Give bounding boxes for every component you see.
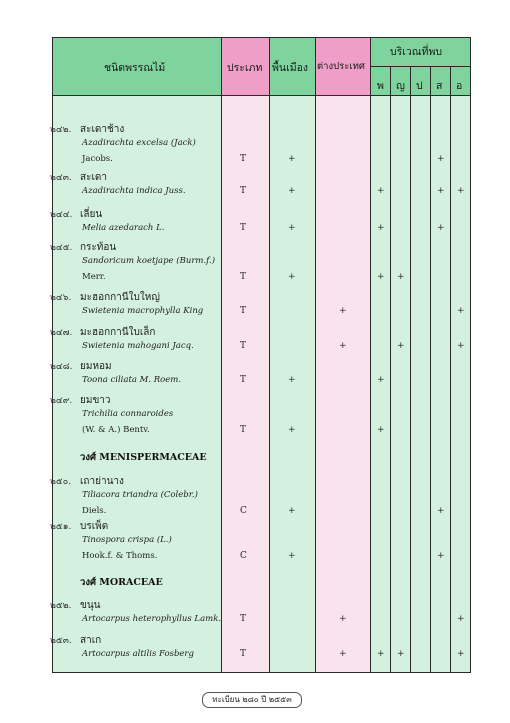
region-divider-1 <box>390 66 391 673</box>
header-name: ชนิดพรรณไม้ <box>104 62 166 74</box>
species-number: ๒๔๙. <box>50 396 73 406</box>
scientific-name: Trichilia connaroides <box>82 409 174 419</box>
region-mark: + <box>377 375 385 385</box>
region-col-y: ญ <box>396 80 405 92</box>
region-col-o: อ <box>456 80 463 92</box>
foreign-mark: + <box>339 306 347 316</box>
thai-name: มะฮอกกานีใบเล็ก <box>80 327 156 338</box>
plant-type: T <box>240 425 247 435</box>
header-type: ประเภท <box>227 62 263 74</box>
species-number: ๒๔๖. <box>50 293 72 303</box>
species-number: ๒๕๒. <box>50 601 72 611</box>
region-mark: + <box>377 186 385 196</box>
region-column <box>370 37 471 673</box>
native-mark: + <box>288 506 296 516</box>
thai-name: มะฮอกกานีใบใหญ่ <box>80 292 160 303</box>
region-mark: + <box>437 186 445 196</box>
native-mark: + <box>288 186 296 196</box>
foreign-mark: + <box>339 649 347 659</box>
region-mark: + <box>377 272 385 282</box>
thai-name: กระท้อน <box>80 242 117 253</box>
divider-type-native <box>269 37 270 673</box>
thai-name: สะเดาช้าง <box>80 124 125 135</box>
thai-name: เถาย่านาง <box>80 476 124 487</box>
region-mark: + <box>397 649 405 659</box>
thai-name: บรเพ็ด <box>80 521 109 532</box>
region-mark: + <box>377 649 385 659</box>
thai-name: ยมหอม <box>80 361 112 372</box>
region-mark: + <box>377 425 385 435</box>
thai-name: ขนุน <box>80 600 101 611</box>
thai-name: สาเก <box>80 635 102 646</box>
plant-type: T <box>240 186 247 196</box>
region-mark: + <box>397 341 405 351</box>
scientific-name: Melia azedarach L. <box>82 223 165 233</box>
thai-name: สะเดา <box>80 172 108 183</box>
plant-type: T <box>240 375 247 385</box>
header-region: บริเวณที่พบ <box>390 46 443 58</box>
author-name: Jacobs. <box>82 154 113 164</box>
native-column <box>269 37 315 673</box>
native-mark: + <box>288 154 296 164</box>
plant-type: T <box>240 223 247 233</box>
thai-name: ยมขาว <box>80 395 111 406</box>
region-mark: + <box>457 341 465 351</box>
table-right-border <box>470 37 471 673</box>
region-col-p: พ <box>377 80 384 92</box>
divider-name-type <box>221 37 222 673</box>
foreign-mark: + <box>339 614 347 624</box>
region-mark: + <box>437 506 445 516</box>
scientific-name: Toona ciliata M. Roem. <box>82 375 182 385</box>
page-footer: ทะเบียน ๒๘๐ ปี ๒๕๕๓ <box>202 692 302 708</box>
foreign-column <box>315 37 370 673</box>
author-name: (W. & A.) Bentv. <box>82 425 150 435</box>
header-bottom-border <box>52 95 471 96</box>
region-col-pp: ป <box>416 80 423 92</box>
region-mark: + <box>397 272 405 282</box>
region-mark: + <box>457 306 465 316</box>
species-number: ๒๕๑. <box>50 522 72 532</box>
region-mark: + <box>377 223 385 233</box>
family-name: วงศ์ MENISPERMACEAE <box>80 452 207 463</box>
header-native-cell <box>269 37 315 95</box>
region-divider-3 <box>430 66 431 673</box>
region-col-s: ส <box>436 80 443 92</box>
type-column <box>221 37 269 673</box>
author-name: Hook.f. & Thoms. <box>82 551 158 561</box>
plant-type: T <box>240 154 247 164</box>
plant-type: T <box>240 341 247 351</box>
plant-type: C <box>240 506 247 516</box>
thai-name: เลี่ยน <box>80 209 103 220</box>
scientific-name: Azadirachta indica Juss. <box>82 186 186 196</box>
family-name: วงศ์ MORACEAE <box>80 577 163 588</box>
region-mark: + <box>457 614 465 624</box>
header-foreign-cell <box>315 37 370 95</box>
species-number: ๒๔๓. <box>50 173 72 183</box>
scientific-name: Tinospora crispa (L.) <box>82 535 172 545</box>
species-number: ๒๔๕. <box>50 243 73 253</box>
header-name-cell <box>52 37 221 95</box>
header-type-cell <box>221 37 269 95</box>
author-name: Diels. <box>82 506 107 516</box>
scientific-name: Swietenia macrophylla King <box>82 306 204 316</box>
table-top-border <box>52 37 471 38</box>
header-foreign: ต่างประเทศ <box>317 61 365 72</box>
region-header-divider <box>370 66 471 67</box>
divider-native-foreign <box>315 37 316 673</box>
scientific-name: Sandoricum koetjape (Burm.f.) <box>82 256 216 266</box>
foreign-mark: + <box>339 341 347 351</box>
plant-type: T <box>240 649 247 659</box>
scientific-name: Azadirachta excelsa (Jack) <box>82 138 196 148</box>
species-number: ๒๕๓. <box>50 636 72 646</box>
region-mark: + <box>437 551 445 561</box>
species-number: ๒๕๐. <box>50 477 72 487</box>
region-mark: + <box>457 649 465 659</box>
native-mark: + <box>288 223 296 233</box>
scientific-name: Tiliacora triandra (Colebr.) <box>82 490 198 500</box>
region-mark: + <box>457 186 465 196</box>
species-number: ๒๔๘. <box>50 362 73 372</box>
native-mark: + <box>288 375 296 385</box>
species-number: ๒๔๒. <box>50 125 72 135</box>
region-mark: + <box>437 154 445 164</box>
scientific-name: Swietenia mahogani Jacq. <box>82 341 194 351</box>
author-name: Merr. <box>82 272 106 282</box>
plant-type: C <box>240 551 247 561</box>
native-mark: + <box>288 425 296 435</box>
plant-type: T <box>240 272 247 282</box>
scientific-name: Artocarpus heterophyllus Lamk. <box>82 614 222 624</box>
header-native: พื้นเมือง <box>272 62 309 74</box>
species-table <box>52 37 471 673</box>
plant-type: T <box>240 614 247 624</box>
table-bottom-border <box>52 672 471 673</box>
species-number: ๒๔๔. <box>50 210 73 220</box>
divider-foreign-region <box>370 37 371 673</box>
species-number: ๒๔๗. <box>50 328 73 338</box>
native-mark: + <box>288 551 296 561</box>
region-mark: + <box>437 223 445 233</box>
scientific-name: Artocarpus altilis Fosberg <box>82 649 194 659</box>
region-divider-4 <box>450 66 451 673</box>
native-mark: + <box>288 272 296 282</box>
region-divider-2 <box>410 66 411 673</box>
plant-type: T <box>240 306 247 316</box>
